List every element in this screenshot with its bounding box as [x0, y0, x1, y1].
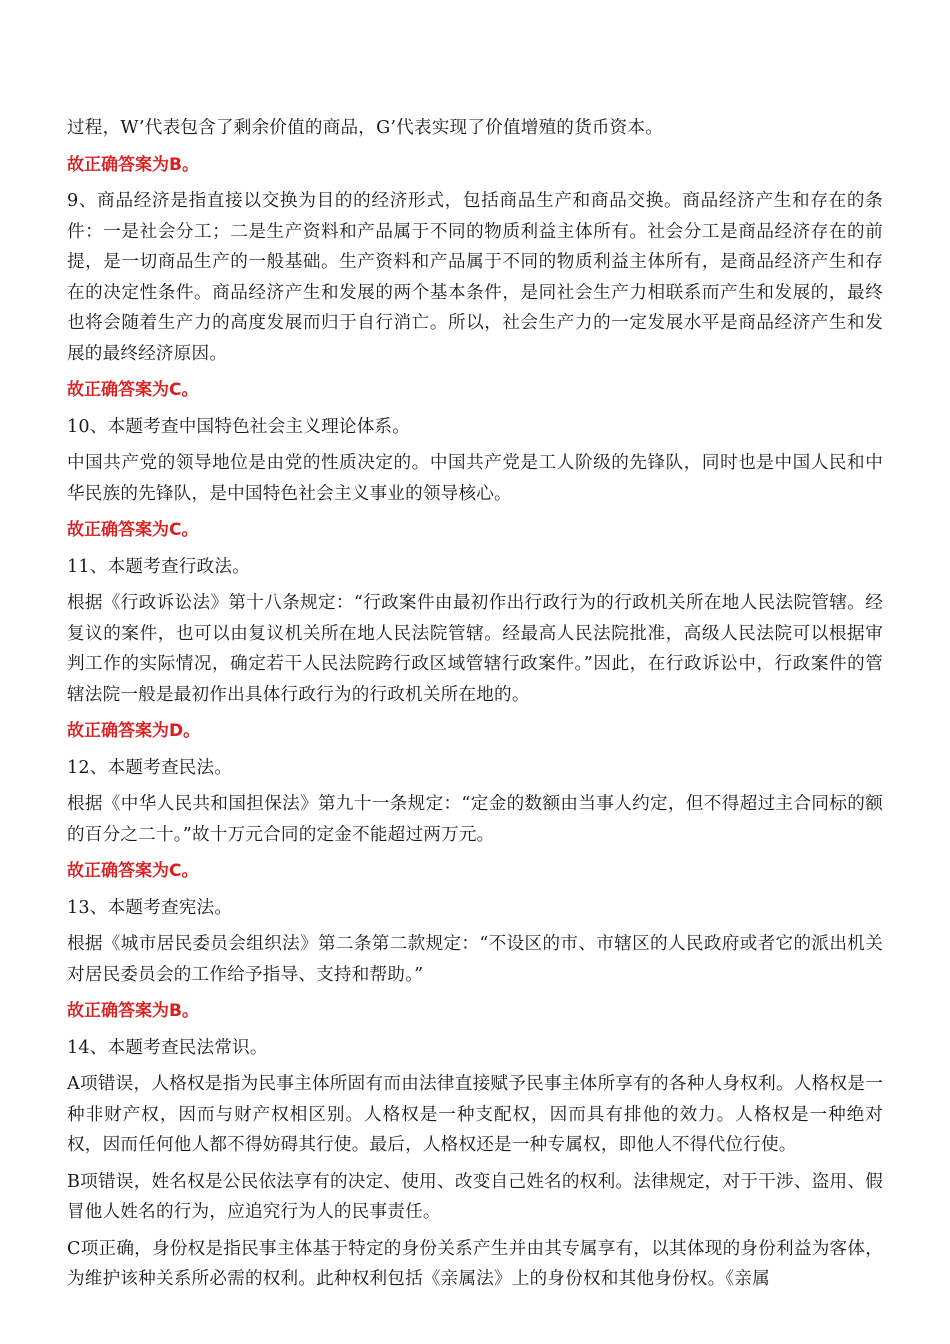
question-12-heading: 12、本题考查民法。	[67, 757, 233, 778]
paragraph: 过程，W’代表包含了剩余价值的商品，G’代表实现了价值增殖的货币资本。	[67, 118, 664, 138]
answer-line: 故正确答案为C。	[67, 380, 199, 400]
answer-line: 故正确答案为D。	[67, 721, 201, 741]
question-14-heading: 14、本题考查民法常识。	[67, 1037, 268, 1058]
question-13-explanation: 根据《城市居民委员会组织法》第二条第二款规定：“不设区的市、市辖区的人民政府或者它的派出机关对居民委员会的工作给予指导、支持和帮助。”	[67, 934, 883, 985]
question-11-explanation: 根据《行政诉讼法》第十八条规定：“行政案件由最初作出行政行为的行政机关所在地人民法院管辖。经复议的案件，也可以由复议机关所在地人民法院管辖。经最高人民法院批准，高级人民法院可以根据审判工作的实际情况，确定若干人民法院跨行政区域管辖行政案件。”因此，在行政诉讼中，行政案件的管辖法院一般是最初作出具体行政行为的行政机关所在地的。	[67, 593, 883, 705]
question-9-explanation: 9、商品经济是指直接以交换为目的的经济形式，包括商品生产和商品交换。商品经济产生和存在的条件：一是社会分工；二是生产资料和产品属于不同的物质利益主体所有。社会分工是商品经济存在的前提，是一切商品生产的一般基础。生产资料和产品属于不同的物质利益主体所有，是商品经济产生和存在的决定性条件。商品经济产生和发展的两个基本条件，是同社会生产力相联系而产生和发展的，最终也将会随着生产力的高度发展而归于自行消亡。所以，社会生产力的一定发展水平是商品经济产生和发展的最终经济原因。	[67, 191, 883, 364]
question-12-explanation: 根据《中华人民共和国担保法》第九十一条规定：“定金的数额由当事人约定，但不得超过主合同标的额的百分之二十。”故十万元合同的定金不能超过两万元。	[67, 794, 883, 845]
option-c-explanation: C项正确，身份权是指民事主体基于特定的身份关系产生并由其专属享有，以其体现的身份利益为客体，为维护该种关系所必需的权利。此种权利包括《亲属法》上的身份权和其他身份权。《亲属	[67, 1238, 883, 1289]
question-10-explanation: 中国共产党的领导地位是由党的性质决定的。中国共产党是工人阶级的先锋队，同时也是中国人民和中华民族的先锋队，是中国特色社会主义事业的领导核心。	[67, 453, 883, 504]
question-13-heading: 13、本题考查宪法。	[67, 897, 233, 918]
question-10-heading: 10、本题考查中国特色社会主义理论体系。	[67, 416, 411, 437]
answer-line: 故正确答案为C。	[67, 520, 199, 540]
option-a-explanation: A项错误，人格权是指为民事主体所固有而由法律直接赋予民事主体所享有的各种人身权利。人格权是一种非财产权，因而与财产权相区别。人格权是一种支配权，因而具有排他的效力。人格权是一种绝对权，因而任何他人都不得妨碍其行使。最后，人格权还是一种专属权，即他人不得代位行使。	[67, 1074, 883, 1155]
answer-line: 故正确答案为B。	[67, 154, 199, 175]
answer-line: 故正确答案为C。	[67, 861, 199, 881]
question-11-heading: 11、本题考查行政法。	[67, 556, 250, 577]
option-b-explanation: B项错误，姓名权是公民依法享有的决定、使用、改变自己姓名的权利。法律规定，对于干涉、盗用、假冒他人姓名的行为，应追究行为人的民事责任。	[67, 1171, 883, 1222]
answer-line: 故正确答案为B。	[67, 1001, 199, 1021]
